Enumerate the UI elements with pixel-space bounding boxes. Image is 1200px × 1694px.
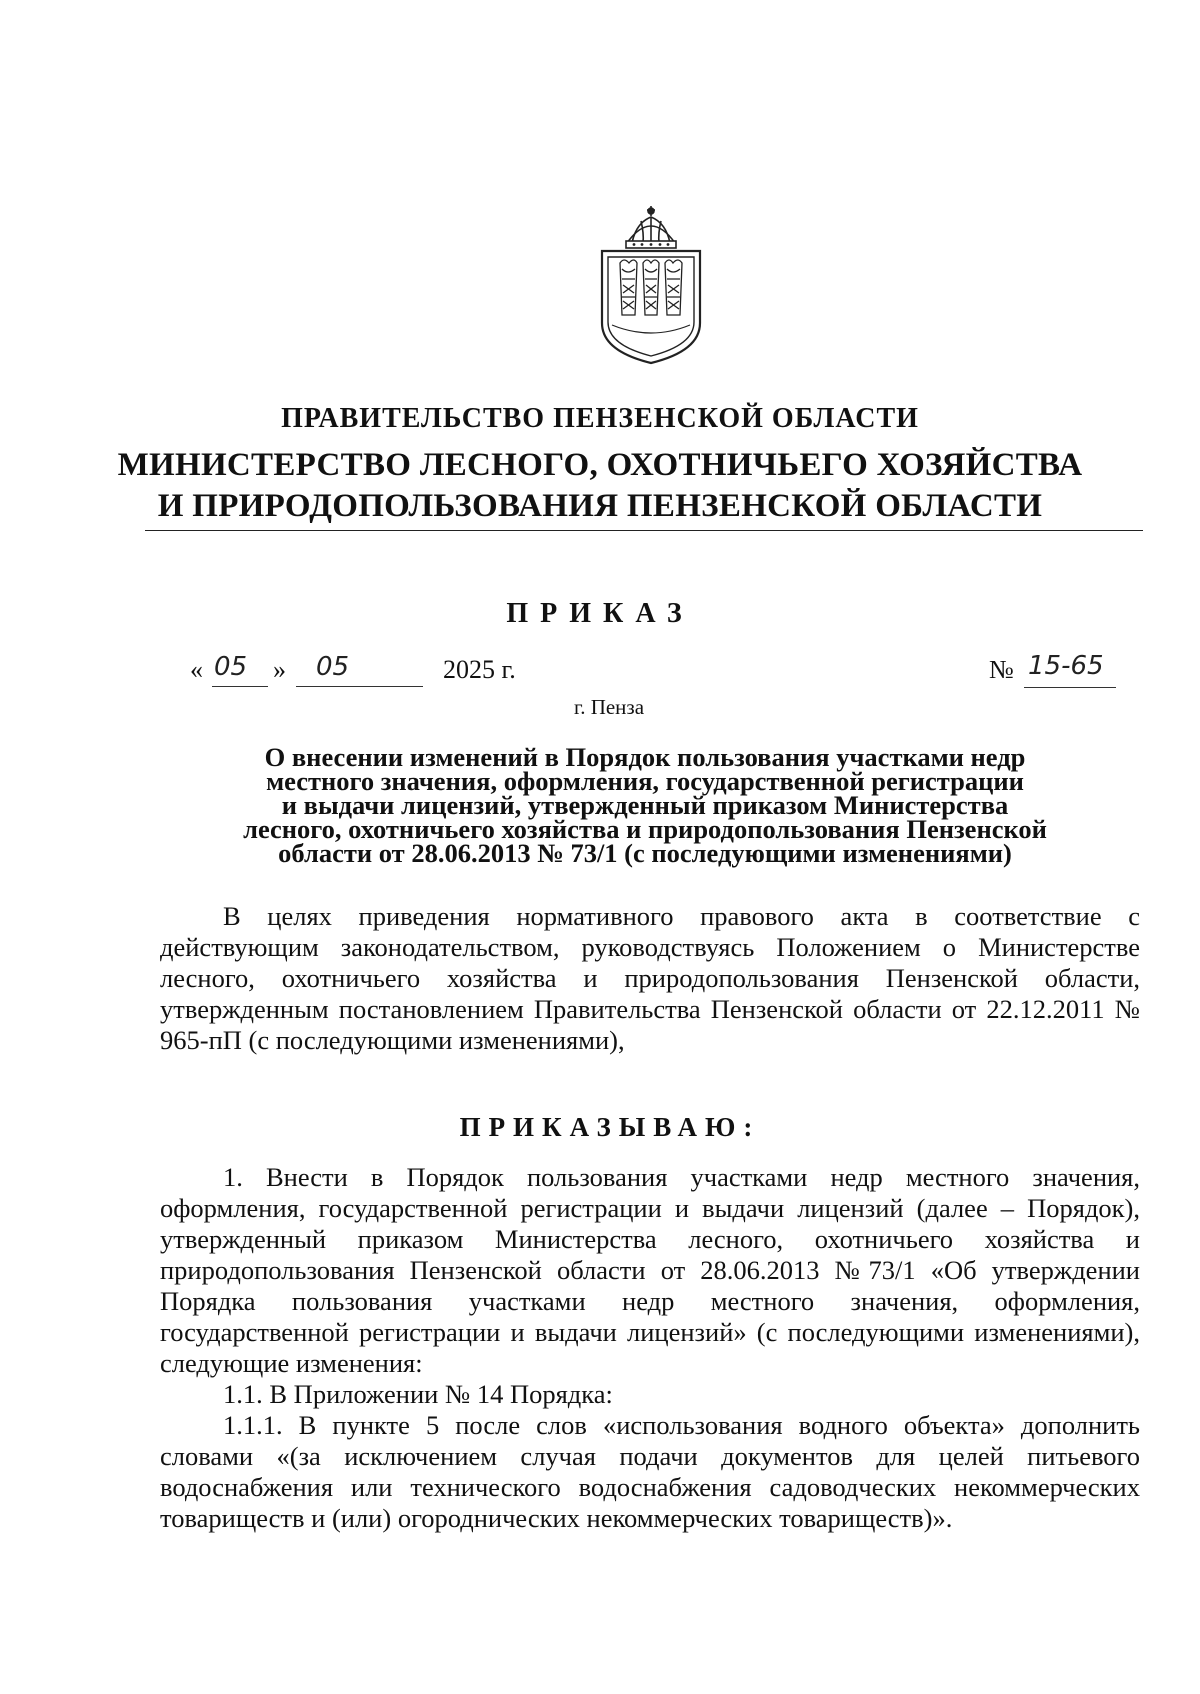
date-day: 05 — [214, 652, 248, 682]
government-name: ПРАВИТЕЛЬСТВО ПЕНЗЕНСКОЙ ОБЛАСТИ — [281, 403, 919, 434]
order-item: 1.1. В Приложении № 14 Порядка: — [223, 1379, 613, 1409]
document-city: г. Пенза — [573, 695, 645, 719]
order-item: 1. Внести в Порядок пользования участками недр местного значения, оформления, государственной регистрации и выдачи лицензий (далее – Порядок), утвержденный приказом Министерства лесного, охотничьего хозяйства и природопользования Пензенской области от 28.06.2013 №73/1 «Об утверждении Порядка пользования участками недр местного значения, оформления, государственной регистрации и выдачи лицензий» (с последующими изменениями), следующие изменения: — [160, 1162, 1140, 1378]
date-month: 05 — [316, 652, 350, 682]
title-line: и выдачи лицензий, утвержденный приказом Министерства — [281, 790, 1009, 820]
order-items — [160, 1162, 1140, 1534]
title-line: области от 28.06.2013 № 73/1 (с последующими изменениями) — [278, 838, 1012, 868]
ministry-name-line-1: МИНИСТЕРСТВО ЛЕСНОГО, ОХОТНИЧЬЕГО ХОЗЯЙСТВА — [117, 447, 1083, 483]
document-title — [150, 742, 1140, 868]
preamble-block — [160, 901, 1140, 1056]
date-month-underline — [296, 686, 423, 687]
date-year: 2025 г. — [443, 655, 516, 684]
title-line: местного значения, оформления, государственной регистрации — [266, 766, 1024, 796]
title-line: О внесении изменений в Порядок пользования участками недр — [264, 742, 1026, 772]
order-heading: ПРИКАЗЫВАЮ: — [459, 1112, 761, 1142]
preamble-paragraph: В целях приведения нормативного правового акта в соответствие с действующим законодательством, руководствуясь Положением о Министерстве лесного, охотничьего хозяйства и природопользования Пензенской области, утвержденным постановлением Правительства Пензенской области от 22.12.2011 № 965-пП (с последующими изменениями), — [160, 901, 1140, 1055]
title-line: лесного, охотничьего хозяйства и природопользования Пензенской — [243, 814, 1047, 844]
number-label: № — [989, 655, 1014, 684]
number-underline — [1024, 687, 1116, 688]
header-divider — [145, 530, 1143, 531]
document-type: ПРИКАЗ — [506, 598, 694, 629]
date-quote-open: « — [190, 655, 203, 684]
document-number: 15-65 — [1028, 651, 1104, 681]
date-day-underline — [212, 686, 268, 687]
ministry-name-line-2: И ПРИРОДОПОЛЬЗОВАНИЯ ПЕНЗЕНСКОЙ ОБЛАСТИ — [157, 488, 1043, 524]
coat-of-arms-icon — [592, 205, 710, 365]
order-item: 1.1.1. В пункте 5 после слов «использования водного объекта» дополнить словами «(за исключением случая подачи документов для целей питьевого водоснабжения или технического водоснабжения садоводческих некоммерческих товариществ и (или) огороднических некоммерческих товариществ)». — [160, 1410, 1140, 1533]
date-quote-close: » — [273, 655, 286, 684]
